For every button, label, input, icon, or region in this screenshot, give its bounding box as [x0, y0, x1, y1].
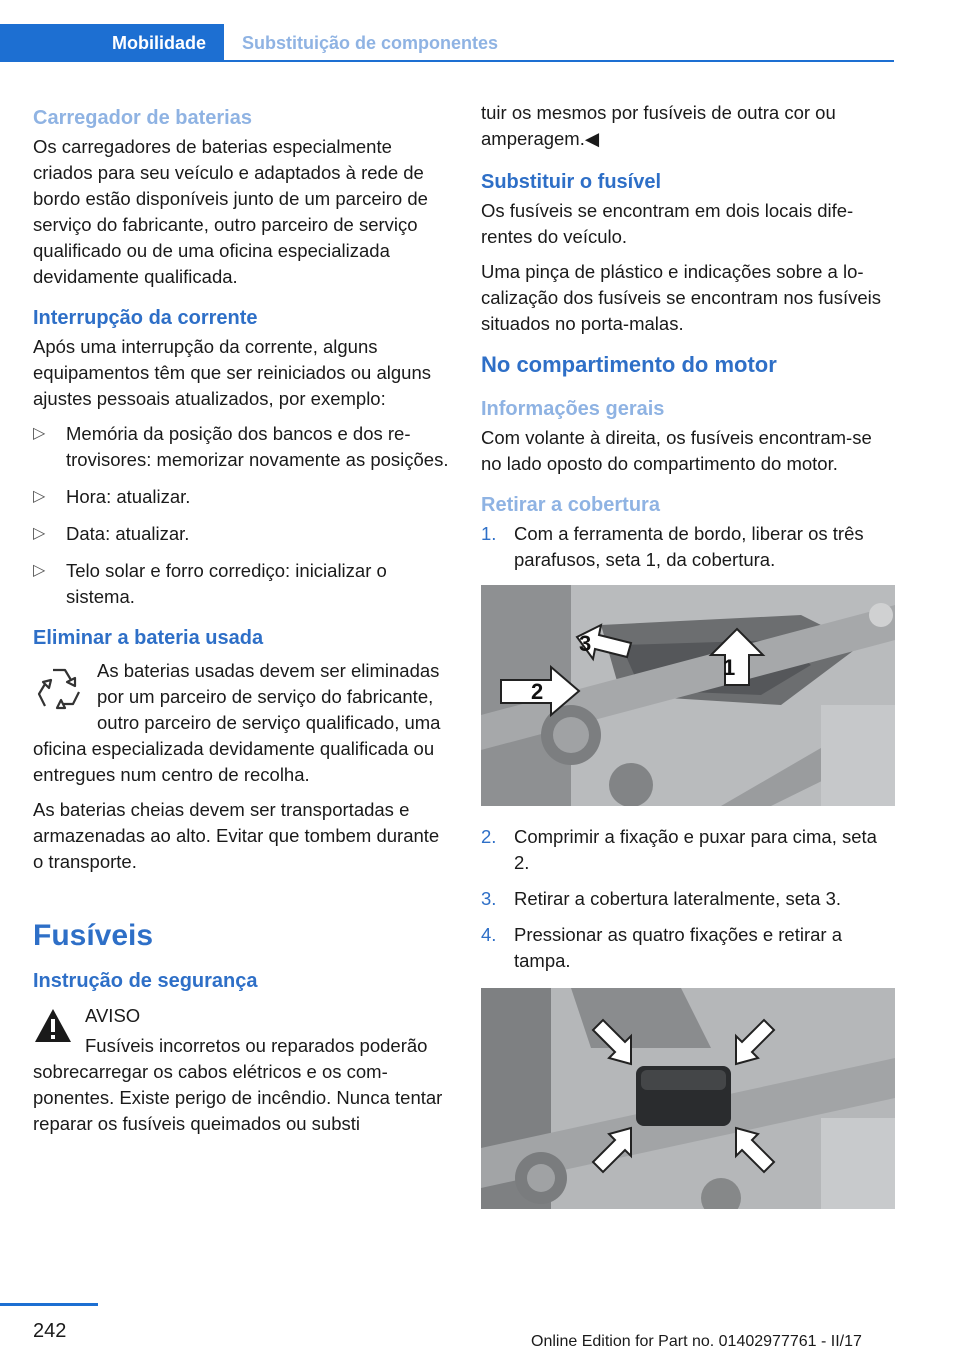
heading-power-interruption: Interrupção da corrente	[33, 307, 258, 329]
svg-text:3: 3	[579, 631, 592, 656]
list-item: ▷ Telo solar e forro corrediço: inicializar o sistema.	[33, 560, 387, 607]
heading-remove-cover: Retirar a cobertura	[481, 494, 660, 516]
list-item: 4. Pressionar as quatro fixações e retirar a tampa.	[481, 924, 843, 971]
steps-list-b	[481, 824, 895, 974]
para-warning-continued: tuir os mesmos por fusíveis de outra cor ou amperagem.◀	[481, 102, 836, 149]
footer-rule	[0, 1303, 98, 1306]
list-item: 1. Com a ferramenta de bordo, liberar os três parafusos, seta 1, da cobertura.	[481, 523, 864, 570]
heading-engine-compartment: No compartimento do motor	[481, 352, 777, 377]
heading-safety-instruction: Instrução de segurança	[33, 970, 258, 992]
list-item: ▷ Memória da posição dos bancos e dos retrovisores: memorizar novamente as posições.	[33, 423, 449, 470]
header-chapter-title: Substituição de componentes	[242, 33, 499, 53]
bullet-triangle-icon: ▷	[33, 525, 46, 542]
bullet-triangle-icon: ▷	[33, 488, 46, 505]
interruption-bullet-list	[33, 421, 449, 610]
para-fuse-locations: Os fusíveis se encontram em dois locais diferentes do veículo.	[481, 200, 854, 247]
engine-cover-photo	[481, 585, 895, 806]
svg-text:1: 1	[723, 655, 736, 680]
svg-text:2: 2	[531, 679, 544, 704]
warning-note	[33, 1003, 449, 1137]
list-item: 3. Retirar a cobertura lateralmente, seta 3.	[481, 888, 841, 909]
para-transport-battery: As baterias cheias devem ser transportadas e armazenadas ao alto. Evitar que tombem durante o transporte.	[33, 799, 440, 872]
page-number: 242	[33, 1320, 67, 1342]
recycle-note	[33, 658, 449, 788]
header-section-tab: Mobilidade	[0, 24, 224, 62]
fuse-box-cover	[636, 1066, 731, 1126]
heading-replace-fuse: Substituir o fusível	[481, 171, 662, 193]
list-item: ▷ Hora: atualizar.	[33, 484, 449, 510]
warning-label: AVISO	[85, 1005, 141, 1026]
header-rule	[224, 60, 894, 62]
para-battery-charger: Os carregadores de baterias especialmente criados para seu veículo e adaptados à rede de bordo estão disponíveis junto de um parceiro de serviço do fabricante, outro parceiro de serviço qualificado ou de uma oficina especializada devidamente qualificada.	[33, 136, 428, 287]
heading-fuses: Fusíveis	[33, 919, 154, 952]
para-dispose-battery: As baterias usadas devem ser eliminadas por um parceiro de serviço do fabricante, outro parceiro de serviço qualificado, uma oficina especializada devidamente qualificada ou entregues num centro de recolha.	[33, 660, 441, 785]
bullet-triangle-icon: ▷	[33, 425, 46, 442]
right-column	[481, 100, 895, 1227]
warning-triangle-icon	[33, 1007, 73, 1045]
heading-battery-charger: Carregador de baterias	[33, 107, 252, 129]
heading-general-info: Informações gerais	[481, 398, 665, 420]
para-general-info: Com volante à direita, os fusíveis encontram-se no lado oposto do compartimento do motor.	[481, 427, 872, 474]
para-power-interruption: Após uma interrupção da corrente, alguns equipamentos têm que ser reiniciados ou alguns ajustes pessoais atualizados, por exemplo:	[33, 336, 431, 409]
left-column	[33, 100, 449, 1146]
edition-note: Online Edition for Part no. 01402977761 - II/17	[531, 1333, 862, 1350]
para-warning-fuses: Fusíveis incorretos ou reparados poderão sobrecarregar os cabos elétricos e os componentes. Existe perigo de incêndio. Nunca tentar reparar os fusíveis queimados ou substi	[33, 1035, 443, 1134]
list-item: ▷ Data: atualizar.	[33, 521, 449, 547]
heading-dispose-battery: Eliminar a bateria usada	[33, 627, 264, 649]
fuse-box-photo	[481, 988, 895, 1209]
recycle-icon	[33, 664, 85, 720]
para-fuse-tweezers: Uma pinça de plástico e indicações sobre a localização dos fusíveis se encontram nos fusíveis situados no porta-malas.	[481, 261, 881, 334]
bullet-triangle-icon: ▷	[33, 562, 46, 579]
list-item: 2. Comprimir a fixação e puxar para cima, seta 2.	[481, 826, 877, 873]
steps-list-a	[481, 521, 895, 573]
